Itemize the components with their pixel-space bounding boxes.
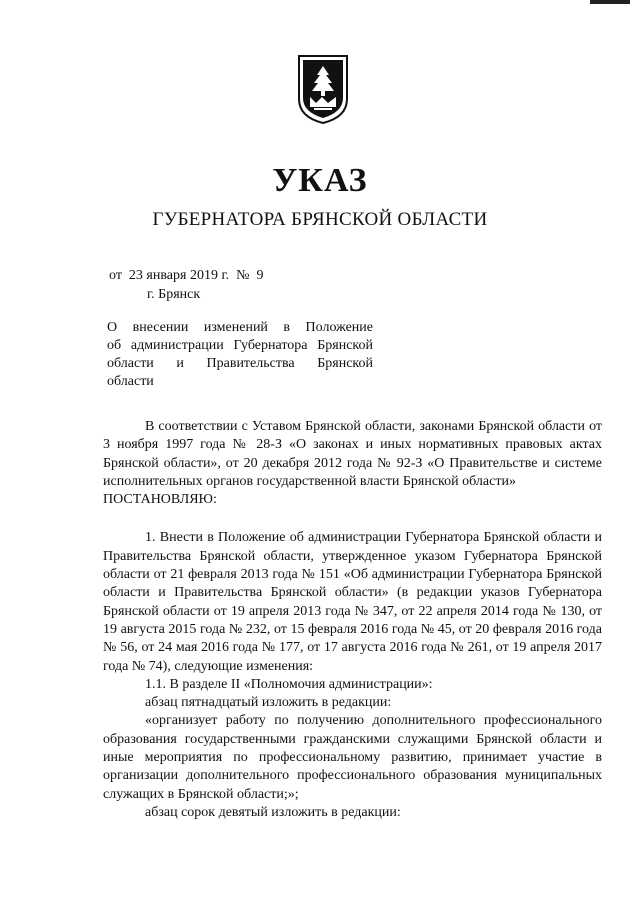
decree-city: г. Брянск bbox=[147, 287, 201, 302]
document-title: УКАЗ bbox=[272, 162, 368, 199]
decree-date-number: от 23 января 2019 г. № 9 bbox=[109, 268, 264, 283]
preamble-paragraph: В соответствии с Уставом Брянской области, законами Брянской области от 3 ноября 1997 года № 28-З «О законах и иных нормативных правовых актах Брянской области», от 20 декабря 2012 года № 92-З «О Правительстве и системе исполнительных органов государственной власти Брянской области» bbox=[103, 419, 602, 489]
paragraph-49-instruction: абзац сорок девятый изложить в редакции: bbox=[145, 804, 401, 820]
subject-line: об администрации Губернатора Брянской bbox=[107, 338, 373, 353]
decree-word: ПОСТАНОВЛЯЮ: bbox=[103, 492, 217, 508]
document-subtitle: ГУБЕРНАТОРА БРЯНСКОЙ ОБЛАСТИ bbox=[152, 209, 488, 230]
scan-edge-mark bbox=[590, 0, 630, 4]
subject-line: области bbox=[107, 374, 154, 389]
paragraph-gap bbox=[103, 509, 602, 529]
decree-body bbox=[103, 418, 602, 822]
bryansk-coat-of-arms-icon bbox=[296, 53, 350, 125]
paragraph-15-instruction: абзац пятнадцатый изложить в редакции: bbox=[145, 695, 392, 711]
subject-line: области и Правительства Брянской bbox=[107, 356, 373, 371]
subject-line: О внесении изменений в Положение bbox=[107, 320, 373, 335]
item-1-paragraph: 1. Внести в Положение об администрации Губернатора Брянской области и Правительства Брянской области, утвержденное указом Губернатора Брянской области от 21 февраля 2013 года № 151 «Об администрации Губернатора Брянской области и Правительства Брянской области» (в редакции указов Губернатора Брянской области от 19 апреля 2013 года № 347, от 22 апреля 2014 года № 130, от 19 августа 2015 года № 232, от 15 февраля 2016 года № 45, от 20 февраля 2016 года № 56, от 24 мая 2016 года № 177, от 17 августа 2016 года № 261, от 19 апреля 2017 года № 74), следующие изменения: bbox=[103, 530, 602, 674]
paragraph-15-text: «организует работу по получению дополнительного профессионального образования государственными гражданскими служащими Брянской области и иные мероприятия по профессиональному развитию, принимает участие в организации дополнительного профессионального образования муниципальных служащих в Брянской области;»; bbox=[103, 713, 602, 802]
item-1-1-paragraph: 1.1. В разделе II «Полномочия администрации»: bbox=[145, 676, 433, 692]
decree-subject bbox=[107, 319, 373, 391]
